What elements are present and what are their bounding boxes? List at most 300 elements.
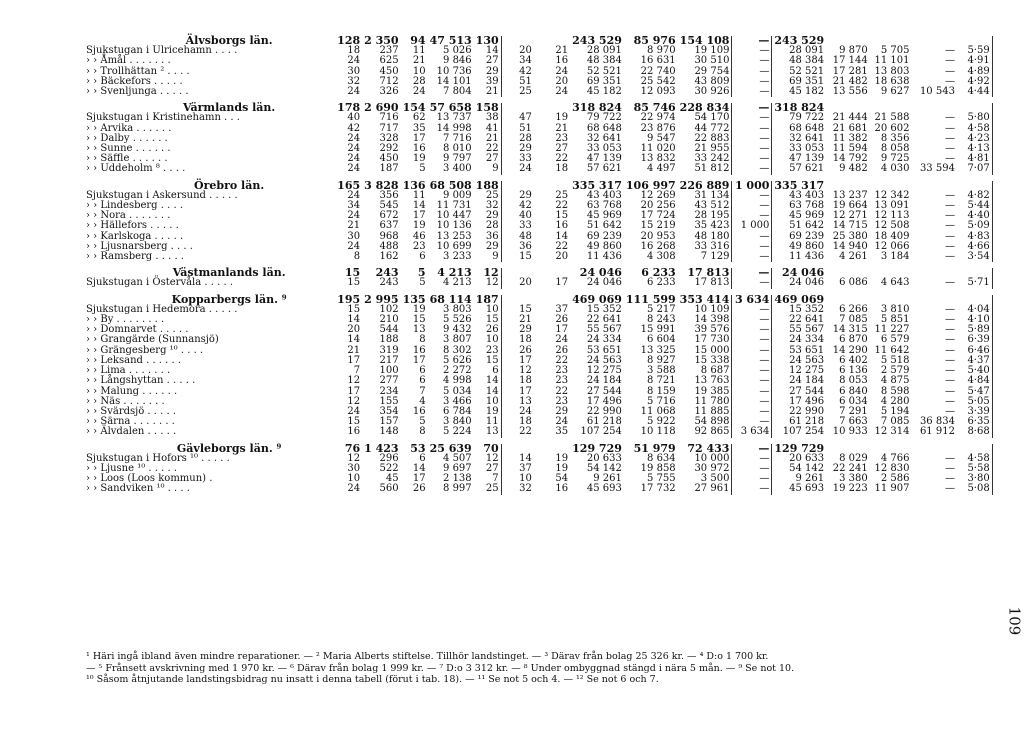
table-cell: 47 139 (586, 153, 622, 165)
table-cell: 33 (519, 220, 532, 232)
table-cell: 26 (555, 344, 569, 356)
table-cell: 53 (410, 441, 426, 455)
table-cell: 23 (412, 240, 426, 252)
table-cell: 14 (347, 334, 361, 346)
table-cell: 51 642 (789, 220, 825, 232)
table-cell: 63 768 (789, 200, 825, 212)
table-cell: 154 108 (678, 36, 732, 46)
table-cell: 19 109 (678, 46, 732, 56)
table-cell: 25 639 (429, 441, 472, 455)
table-cell: 13 832 (640, 153, 676, 165)
table-cell: 154 (402, 101, 426, 115)
table-cell: 9 846 (443, 55, 472, 67)
footnote-line: — ⁵ Frånsett avskrivning med 1 970 kr. — ⁶ Därav från bolag 1 999 kr. — ⁷ D:o 3 312 kr. — ⁸ Under ombyggnad stängd i nära 5 mån. — ⁹ Se not 10. (86, 662, 795, 674)
table-cell: 47 513 (429, 34, 472, 47)
table-cell: 21 (555, 122, 569, 134)
table-cell: 21 588 (874, 112, 910, 124)
table-cell: 10 (474, 335, 501, 345)
table-cell: 17 (412, 210, 426, 222)
table-cell: 51 (519, 122, 532, 134)
table-cell: 6·35 (957, 417, 992, 427)
table-cell: 226 889 (678, 181, 732, 191)
table-cell: Sjukstugan i Östervåla . . . . . (86, 277, 234, 289)
table-cell: 8 029 (839, 452, 868, 464)
table-cell: 8 159 (647, 385, 676, 397)
table-cell: Sjukstugan i Hofors ¹⁰ . . . . . (86, 452, 230, 464)
table-cell: 19 385 (678, 387, 732, 397)
table-cell: 7 (353, 365, 361, 377)
table-cell: 21 444 (832, 112, 868, 124)
table-cell: 356 (379, 189, 399, 201)
table-body (86, 36, 1024, 495)
table-cell: 3 233 (443, 251, 472, 263)
table-cell: — (944, 354, 955, 366)
table-cell: — (944, 200, 955, 212)
table-cell: 21 (519, 314, 532, 326)
table-cell: 318 824 (774, 101, 825, 115)
table-cell: — (944, 240, 955, 252)
table-cell: 31 134 (678, 191, 732, 201)
table-cell: 178 (337, 101, 361, 115)
table-cell: — (944, 452, 955, 464)
table-cell: — (732, 325, 772, 335)
table-cell: 54 142 (586, 462, 622, 474)
table-cell: 20 (347, 324, 361, 336)
table-cell: 107 254 (782, 426, 825, 438)
spacer-cell (992, 427, 1024, 437)
table-cell: 637 (379, 220, 399, 232)
table-cell: 335 317 (572, 178, 622, 192)
table-cell: 5 705 (880, 45, 910, 57)
table-cell: 33 242 (678, 154, 732, 164)
table-cell: 29 (474, 242, 501, 252)
table-cell: 42 (347, 122, 361, 134)
table-cell: 15 352 (586, 303, 622, 315)
table-cell: 11 101 (874, 55, 910, 67)
table-cell: 42 (519, 65, 532, 77)
table-cell: — (944, 462, 955, 474)
table-cell: 85 746 (633, 101, 676, 115)
table-cell: 158 (474, 103, 501, 113)
table-cell: 5 526 (443, 314, 472, 326)
table-cell: 37 (555, 303, 569, 315)
table-cell: 5 194 (880, 405, 910, 417)
table-cell: 4 766 (880, 452, 910, 464)
spacer-cell (992, 454, 1024, 464)
table-cell: 48 (519, 230, 532, 242)
table-cell: 16 (412, 344, 426, 356)
table-cell: 12 (474, 278, 501, 288)
table-cell: 716 (379, 112, 399, 124)
table-cell: 62 (412, 112, 426, 124)
table-cell: 48 180 (678, 232, 732, 242)
table-cell: 24 184 (789, 375, 825, 387)
table-cell: 18 409 (874, 230, 910, 242)
table-cell: 469 069 (572, 292, 622, 306)
table-cell: 6 402 (839, 354, 868, 366)
table-cell: 13 763 (678, 376, 732, 386)
table-cell: — (732, 211, 772, 221)
table-cell: 9 697 (443, 462, 472, 474)
spacer-cell (992, 356, 1024, 366)
table-cell: 21 (474, 134, 501, 144)
spacer-cell (992, 77, 1024, 87)
table-cell: 968 (379, 230, 399, 242)
table-cell: 228 834 (678, 103, 732, 113)
table-cell: 3 380 (839, 473, 868, 485)
table-cell: 8 721 (647, 375, 676, 387)
table-cell: 237 (379, 45, 399, 57)
table-cell: 22 990 (586, 405, 622, 417)
table-cell: 560 (379, 483, 399, 495)
table-cell: › › Nora . . . . . . . (86, 210, 171, 222)
table-row (86, 376, 1024, 386)
table-cell: 10 933 (832, 426, 868, 438)
table-cell: 6 086 (839, 277, 868, 289)
table-cell: — (732, 201, 772, 211)
table-cell: 48 384 (586, 55, 622, 67)
table-cell: 11 382 (832, 132, 868, 144)
table-cell: 14 315 (832, 324, 868, 336)
table-cell: 9 870 (839, 45, 868, 57)
footnote-line: ¹ Häri ingå ibland även mindre reparationer. — ² Maria Alberts stiftelse. Tillhör landstinget. — ³ Därav från bolag 25 326 kr. — ⁴ D:o 1 700 kr. (86, 651, 769, 662)
table-cell: 18 (555, 163, 569, 175)
table-cell: 23 (555, 132, 569, 144)
table-cell: 545 (379, 200, 399, 212)
table-cell (992, 103, 1024, 113)
table-cell: 35 423 (678, 221, 732, 231)
table-cell: 24 (347, 189, 361, 201)
table-cell: 712 (379, 75, 399, 87)
table-row (86, 87, 1024, 97)
table-cell: 5·44 (957, 201, 992, 211)
table-cell: 9 009 (443, 189, 472, 201)
table-cell: 35 (412, 122, 426, 134)
table-cell: 10 (474, 397, 501, 407)
table-cell: 15 991 (640, 324, 676, 336)
table-cell: Örebro län. (194, 178, 265, 192)
table-cell: 54 (555, 473, 569, 485)
spacer-cell (992, 417, 1024, 427)
table-cell: 69 351 (586, 75, 622, 87)
spacer-cell (992, 154, 1024, 164)
table-cell: 8·68 (957, 427, 992, 437)
table-cell: 36 (474, 232, 501, 242)
table-cell: 17 281 (832, 65, 868, 77)
table-cell: 12 (347, 395, 361, 407)
table-cell: — (732, 242, 772, 252)
table-cell: 16 (555, 220, 569, 232)
table-cell: 102 (379, 303, 399, 315)
table-cell: 18 (347, 45, 361, 57)
table-cell: 10 699 (436, 240, 472, 252)
table-cell: 4·66 (957, 242, 992, 252)
table-cell: Älvsborgs län. (185, 34, 273, 47)
table-cell: 3 184 (880, 251, 910, 263)
table-cell: — (732, 464, 772, 474)
table-cell: 4·58 (957, 124, 992, 134)
table-cell: 10 736 (436, 65, 472, 77)
table-cell: — (732, 87, 772, 97)
table-cell: 19 223 (832, 483, 868, 495)
table-cell: — (732, 366, 772, 376)
table-cell: Västmanlands län. (172, 266, 286, 280)
table-cell: 49 860 (789, 240, 825, 252)
table-cell: — (732, 417, 772, 427)
table-cell: 47 139 (789, 153, 825, 165)
table-cell: 328 (379, 132, 399, 144)
table-cell: › › Hällefors . . . . . (86, 220, 179, 232)
table-cell: 17 732 (640, 483, 676, 495)
table-cell: 6 (419, 452, 426, 464)
table-cell: › › Uddeholm ⁸ . . . . (86, 163, 186, 175)
table-cell: 76 (344, 441, 361, 455)
table-cell: 8 058 (880, 143, 910, 155)
table-cell: 22 883 (678, 134, 732, 144)
table-cell: 53 651 (586, 344, 622, 356)
table-cell: 8 927 (647, 354, 676, 366)
table-cell: › › Särna . . . . . . . (86, 416, 175, 428)
table-cell: 27 (474, 56, 501, 66)
table-cell: — (944, 385, 955, 397)
table-cell: 25 (474, 484, 501, 494)
table-cell: 5 755 (647, 473, 676, 485)
table-cell: 4·23 (957, 134, 992, 144)
table-cell: 21 (347, 344, 361, 356)
table-cell: 27 (555, 143, 569, 155)
table-cell: 28 (519, 132, 532, 144)
table-cell: 9 627 (880, 86, 910, 98)
table-cell: 672 (379, 210, 399, 222)
table-cell: 7 085 (880, 416, 910, 428)
table-cell: 25 (474, 191, 501, 201)
table-cell: 3 588 (647, 365, 676, 377)
spacer-cell (992, 346, 1024, 356)
table-cell: 30 (347, 65, 361, 77)
table-cell: 15 219 (640, 220, 676, 232)
table-cell: — (732, 67, 772, 77)
table-cell: 23 (555, 365, 569, 377)
table-cell: 4·40 (957, 211, 992, 221)
table-cell: 13 (519, 395, 532, 407)
spacer-cell (992, 335, 1024, 345)
table-cell: 5·47 (957, 387, 992, 397)
table-cell: 6 (419, 251, 426, 263)
table-cell: 11 436 (586, 251, 622, 263)
table-cell: 5·89 (957, 325, 992, 335)
table-cell: 12 (347, 375, 361, 387)
table-cell: 24 334 (586, 334, 622, 346)
table-cell: 14 101 (436, 75, 472, 87)
table-cell: 11 020 (640, 143, 676, 155)
table-cell: — (944, 45, 955, 57)
table-cell: 14 (474, 387, 501, 397)
table-cell: — (732, 124, 772, 134)
table-cell: 94 (410, 34, 426, 47)
table-cell: 9 (474, 164, 501, 174)
table-cell: 469 069 (774, 292, 825, 306)
spacer-cell (992, 191, 1024, 201)
table-cell: 11 068 (640, 405, 676, 417)
table-cell: 55 567 (586, 324, 622, 336)
table-cell: 6 579 (880, 334, 910, 346)
table-cell: 9 (474, 252, 501, 262)
table-cell: 24 (347, 143, 361, 155)
table-cell: › › Sandviken ¹⁰ . . . . (86, 483, 190, 495)
table-cell: 3·54 (957, 252, 992, 262)
table-cell: — (944, 55, 955, 67)
table-cell: 20 256 (640, 200, 676, 212)
spacer-cell (992, 124, 1024, 134)
table-cell: 157 (379, 416, 399, 428)
table-cell: 187 (474, 295, 501, 305)
table-cell: 5·71 (957, 278, 992, 288)
table-cell: 4 (419, 395, 426, 407)
table-cell: 17 730 (678, 335, 732, 345)
table-cell: 10 (412, 65, 426, 77)
table-cell: 6 266 (839, 303, 868, 315)
table-cell: 6 870 (839, 334, 868, 346)
table-cell: 14 290 (832, 344, 868, 356)
table-cell: 4·83 (957, 232, 992, 242)
table-cell: 24 (347, 240, 361, 252)
table-cell: — (732, 144, 772, 154)
table-cell: 3·80 (957, 474, 992, 484)
table-cell: 5·09 (957, 221, 992, 231)
table-cell: 4 875 (880, 375, 910, 387)
table-cell: — (732, 444, 772, 454)
table-cell: 17 724 (640, 210, 676, 222)
table-cell: 4·44 (957, 87, 992, 97)
table-cell: — (732, 134, 772, 144)
table-cell: 18 (519, 416, 532, 428)
table-cell: 72 433 (678, 444, 732, 454)
table-cell: 57 658 (429, 101, 472, 115)
table-cell: 12 271 (832, 210, 868, 222)
table-cell: 17 144 (832, 55, 868, 67)
table-cell: 111 599 (625, 292, 676, 306)
table-cell: 28 (412, 75, 426, 87)
table-cell: 7 085 (839, 314, 868, 326)
table-cell: 8 687 (678, 366, 732, 376)
table-cell: — (944, 334, 955, 346)
table-cell: 20 (519, 277, 532, 289)
table-cell: 13 737 (436, 112, 472, 124)
table-cell: — (732, 154, 772, 164)
table-cell: — (732, 407, 772, 417)
table-cell: 43 512 (678, 201, 732, 211)
table-cell: 5 (419, 163, 426, 175)
table-cell: 19 (474, 407, 501, 417)
table-cell: › › Näs . . . . . . . (86, 395, 165, 407)
table-cell: 14 792 (832, 153, 868, 165)
table-cell: 3 500 (678, 474, 732, 484)
table-cell: 11 907 (874, 483, 910, 495)
spacer-cell (992, 164, 1024, 174)
table-cell: 68 114 (429, 292, 472, 306)
spacer-cell (992, 201, 1024, 211)
table-cell: 27 (474, 154, 501, 164)
table-cell: 3 840 (443, 416, 472, 428)
table-cell: — (944, 230, 955, 242)
table-cell: 25 542 (640, 75, 676, 87)
table-cell: 2 138 (443, 473, 472, 485)
table-cell: 20 633 (586, 452, 622, 464)
table-cell: 22 (555, 385, 569, 397)
table-cell: 3 634 (732, 427, 772, 437)
table-cell: 9 482 (839, 163, 868, 175)
table-cell: 70 (474, 444, 501, 454)
table-cell: 12 275 (789, 365, 825, 377)
table-cell: 8 302 (443, 344, 472, 356)
table-cell: 21 482 (832, 75, 868, 87)
table-cell: 25 (519, 86, 532, 98)
table-cell: › › Svärdsjö . . . . . (86, 405, 177, 417)
table-cell: 8 (419, 426, 426, 438)
table-cell: 13 253 (436, 230, 472, 242)
table-cell: 335 317 (774, 178, 825, 192)
table-cell: › › Arvika . . . . . . (86, 122, 172, 134)
table-cell: 16 (555, 55, 569, 67)
table-cell: › › By . . . . . . . . (86, 314, 165, 326)
table-cell: 51 (519, 75, 532, 87)
table-cell: 4·37 (957, 356, 992, 366)
table-cell: — (944, 112, 955, 124)
table-cell: 45 969 (789, 210, 825, 222)
spacer-cell (992, 211, 1024, 221)
spacer-cell (992, 144, 1024, 154)
spacer-cell (992, 474, 1024, 484)
table-cell: 5 626 (443, 354, 472, 366)
spacer-cell (992, 46, 1024, 56)
table-cell: 7 (474, 474, 501, 484)
table-cell: 15 (474, 315, 501, 325)
table-cell: 5 (419, 277, 426, 289)
table-cell: 16 (347, 426, 361, 438)
table-cell: 52 521 (789, 65, 825, 77)
table-cell: 12 830 (874, 462, 910, 474)
table-cell: 17 (347, 354, 361, 366)
table-cell: 17 (347, 385, 361, 397)
table-cell: 69 239 (789, 230, 825, 242)
table-cell: 7 716 (443, 132, 472, 144)
table-cell: 69 351 (789, 75, 825, 87)
table-cell: 353 414 (678, 295, 732, 305)
table-cell: 5 518 (880, 354, 910, 366)
table-cell: 24 (555, 86, 569, 98)
table-cell: 29 (519, 189, 532, 201)
table-cell: 55 567 (789, 324, 825, 336)
table-cell: — (944, 324, 955, 336)
table-cell: 45 693 (586, 483, 622, 495)
table-cell: 292 (379, 143, 399, 155)
table-cell: 188 (474, 181, 501, 191)
table-cell: 39 (474, 77, 501, 87)
table-cell: 24 (347, 210, 361, 222)
table-cell: — (732, 191, 772, 201)
table-cell: 6 233 (641, 266, 676, 280)
table-cell: 16 (412, 143, 426, 155)
table-cell: 129 729 (774, 441, 825, 455)
table-cell: — (732, 376, 772, 386)
table-cell: 12 (474, 268, 501, 278)
table-cell: 45 (385, 473, 399, 485)
spacer-cell (992, 484, 1024, 494)
table-cell: 12 (347, 452, 361, 464)
table-cell: › › Grängesberg ¹⁰ . . . . (86, 344, 204, 356)
table-cell: 544 (379, 324, 399, 336)
table-cell: 53 651 (789, 344, 825, 356)
